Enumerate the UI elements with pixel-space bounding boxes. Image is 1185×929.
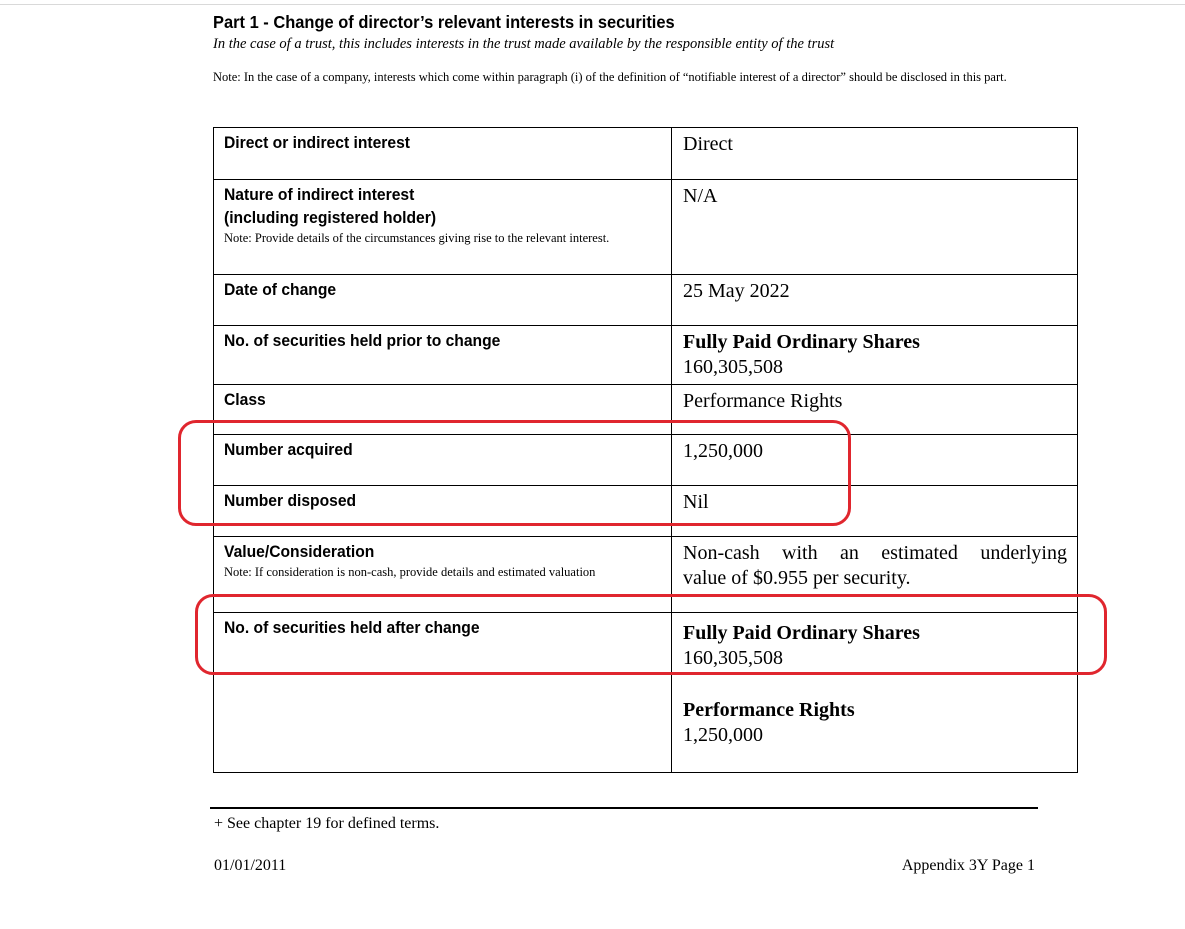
nature-label-holder: (including registered holder) — [224, 208, 437, 227]
acquired-value: 1,250,000 — [683, 440, 763, 462]
disposed-label: Number disposed — [224, 491, 357, 510]
consideration-value-line2: value of $0.955 per security. — [683, 567, 911, 589]
direct-value: Direct — [683, 133, 733, 155]
top-divider — [0, 4, 1185, 5]
highlight-acquired-disposed — [178, 420, 851, 526]
part-subtitle: In the case of a trust, this includes interests in the trust made available by the responsible entity of the trust — [213, 36, 835, 52]
nature-label: Nature of indirect interest — [224, 185, 415, 204]
date-label: Date of change — [224, 280, 337, 299]
table-row-date — [214, 275, 1078, 326]
table-row-prior — [214, 326, 1078, 385]
consideration-label: Value/Consideration — [224, 542, 375, 561]
footer-page-label: Appendix 3Y Page 1 — [901, 857, 1035, 874]
after-value2-number: 1,250,000 — [683, 724, 763, 746]
direct-label: Direct or indirect interest — [224, 133, 410, 152]
consideration-value-line1: Non-cash with an estimated underlying — [683, 542, 1067, 564]
footer-date: 01/01/2011 — [214, 857, 287, 874]
class-value: Performance Rights — [683, 390, 843, 412]
prior-value-class: Fully Paid Ordinary Shares — [683, 331, 920, 353]
acquired-label: Number acquired — [224, 440, 353, 459]
disposed-value: Nil — [683, 491, 709, 513]
nature-value: N/A — [683, 185, 718, 207]
after-value1-number: 160,305,508 — [683, 647, 783, 669]
footer-divider — [210, 807, 1038, 809]
footer-note: + See chapter 19 for defined terms. — [214, 815, 440, 832]
table-row-direct — [214, 128, 1078, 180]
nature-note: Note: Provide details of the circumstances giving rise to the relevant interest. — [224, 231, 610, 245]
after-value1-class: Fully Paid Ordinary Shares — [683, 622, 920, 644]
table-row-nature — [214, 180, 1078, 275]
consideration-note: Note: If consideration is non-cash, provide details and estimated valuation — [224, 565, 596, 579]
part-note: Note: In the case of a company, interests which come within paragraph (i) of the definition of “notifiable interest of a director” should be disclosed in this part. — [213, 70, 1007, 84]
date-value: 25 May 2022 — [683, 280, 790, 302]
part-title: Part 1 - Change of director’s relevant interests in securities — [213, 12, 675, 32]
class-label: Class — [224, 390, 266, 409]
highlight-held-after — [195, 594, 1107, 675]
prior-value-number: 160,305,508 — [683, 356, 783, 378]
after-label: No. of securities held after change — [224, 618, 480, 637]
prior-label: No. of securities held prior to change — [224, 331, 501, 350]
after-value2-class: Performance Rights — [683, 699, 855, 721]
